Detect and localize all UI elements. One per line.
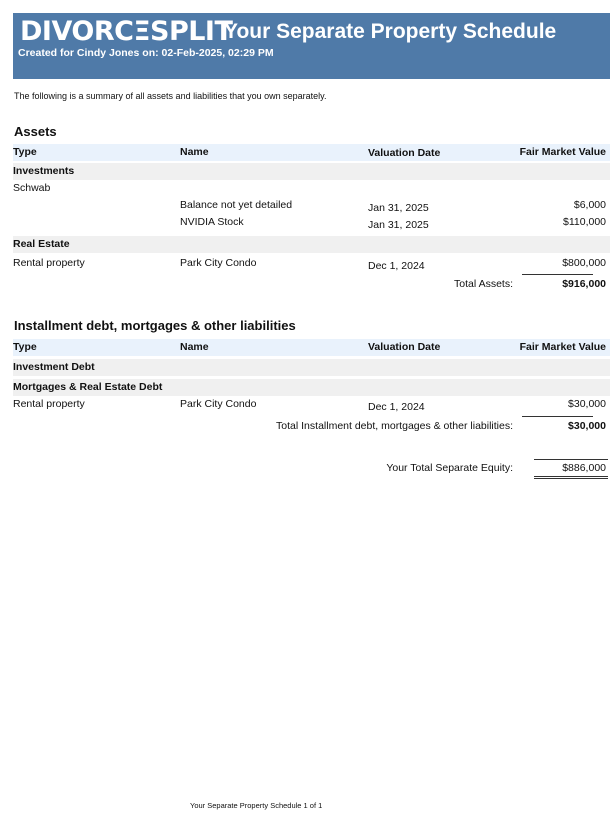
item-date: Jan 31, 2025 bbox=[368, 219, 429, 231]
item-value: $30,000 bbox=[568, 398, 606, 410]
total-assets-label: Total Assets: bbox=[454, 278, 513, 290]
item-date: Jan 31, 2025 bbox=[368, 202, 429, 214]
col-value: Fair Market Value bbox=[519, 341, 606, 353]
category-real-estate bbox=[13, 236, 610, 253]
liabilities-column-header bbox=[13, 339, 610, 356]
item-name: Park City Condo bbox=[180, 257, 257, 269]
equity-rule-bottom-1 bbox=[534, 476, 608, 477]
equity-label: Your Total Separate Equity: bbox=[386, 462, 513, 474]
col-type: Type bbox=[13, 341, 37, 353]
category-investments bbox=[13, 163, 610, 180]
total-liabilities-row bbox=[13, 418, 610, 434]
intro-text: The following is a summary of all assets and liabilities that you own separately. bbox=[14, 91, 327, 101]
report-title: Your Separate Property Schedule bbox=[224, 20, 557, 43]
category-mortgages bbox=[13, 379, 610, 396]
table-row bbox=[13, 197, 610, 214]
institution-row bbox=[13, 180, 610, 197]
total-liabilities-label: Total Installment debt, mortgages & other liabilities: bbox=[276, 420, 513, 432]
item-type: Rental property bbox=[13, 257, 85, 269]
item-type: Rental property bbox=[13, 398, 85, 410]
assets-column-header bbox=[13, 144, 610, 161]
page-footer: Your Separate Property Schedule 1 of 1 bbox=[190, 801, 323, 810]
col-date: Valuation Date bbox=[368, 341, 441, 353]
report-subtitle: Created for Cindy Jones on: 02-Feb-2025, 02:29 PM bbox=[18, 47, 274, 59]
category-label: Investment Debt bbox=[13, 361, 95, 373]
item-name: Balance not yet detailed bbox=[180, 199, 293, 211]
item-value: $110,000 bbox=[562, 216, 606, 228]
equity-row bbox=[13, 460, 610, 476]
institution-label: Schwab bbox=[13, 182, 51, 194]
assets-title: Assets bbox=[14, 124, 57, 139]
liabilities-title: Installment debt, mortgages & other liabilities bbox=[14, 318, 296, 333]
category-investment-debt bbox=[13, 359, 610, 376]
equity-value: $886,000 bbox=[562, 462, 606, 474]
table-row bbox=[13, 214, 610, 231]
total-assets-rule bbox=[522, 274, 593, 275]
total-assets-value: $916,000 bbox=[562, 278, 606, 290]
category-label: Mortgages & Real Estate Debt bbox=[13, 381, 163, 393]
col-type: Type bbox=[13, 146, 37, 158]
table-row bbox=[13, 255, 610, 272]
total-assets-row bbox=[13, 276, 610, 292]
item-name: Park City Condo bbox=[180, 398, 257, 410]
col-date: Valuation Date bbox=[368, 147, 441, 159]
col-name: Name bbox=[180, 341, 209, 353]
equity-rule-bottom-2 bbox=[534, 478, 608, 479]
total-liabilities-rule bbox=[522, 416, 593, 417]
category-label: Real Estate bbox=[13, 238, 70, 250]
item-date: Dec 1, 2024 bbox=[368, 260, 425, 272]
item-value: $800,000 bbox=[562, 257, 606, 269]
report-header bbox=[13, 13, 610, 79]
item-name: NVIDIA Stock bbox=[180, 216, 244, 228]
total-liabilities-value: $30,000 bbox=[568, 420, 606, 432]
category-label: Investments bbox=[13, 165, 75, 177]
col-name: Name bbox=[180, 146, 209, 158]
divorcesplit-logo: DIVORCΞSPLIT bbox=[20, 16, 233, 47]
table-row bbox=[13, 396, 610, 413]
item-date: Dec 1, 2024 bbox=[368, 401, 425, 413]
item-value: $6,000 bbox=[573, 199, 606, 211]
col-value: Fair Market Value bbox=[519, 146, 606, 158]
